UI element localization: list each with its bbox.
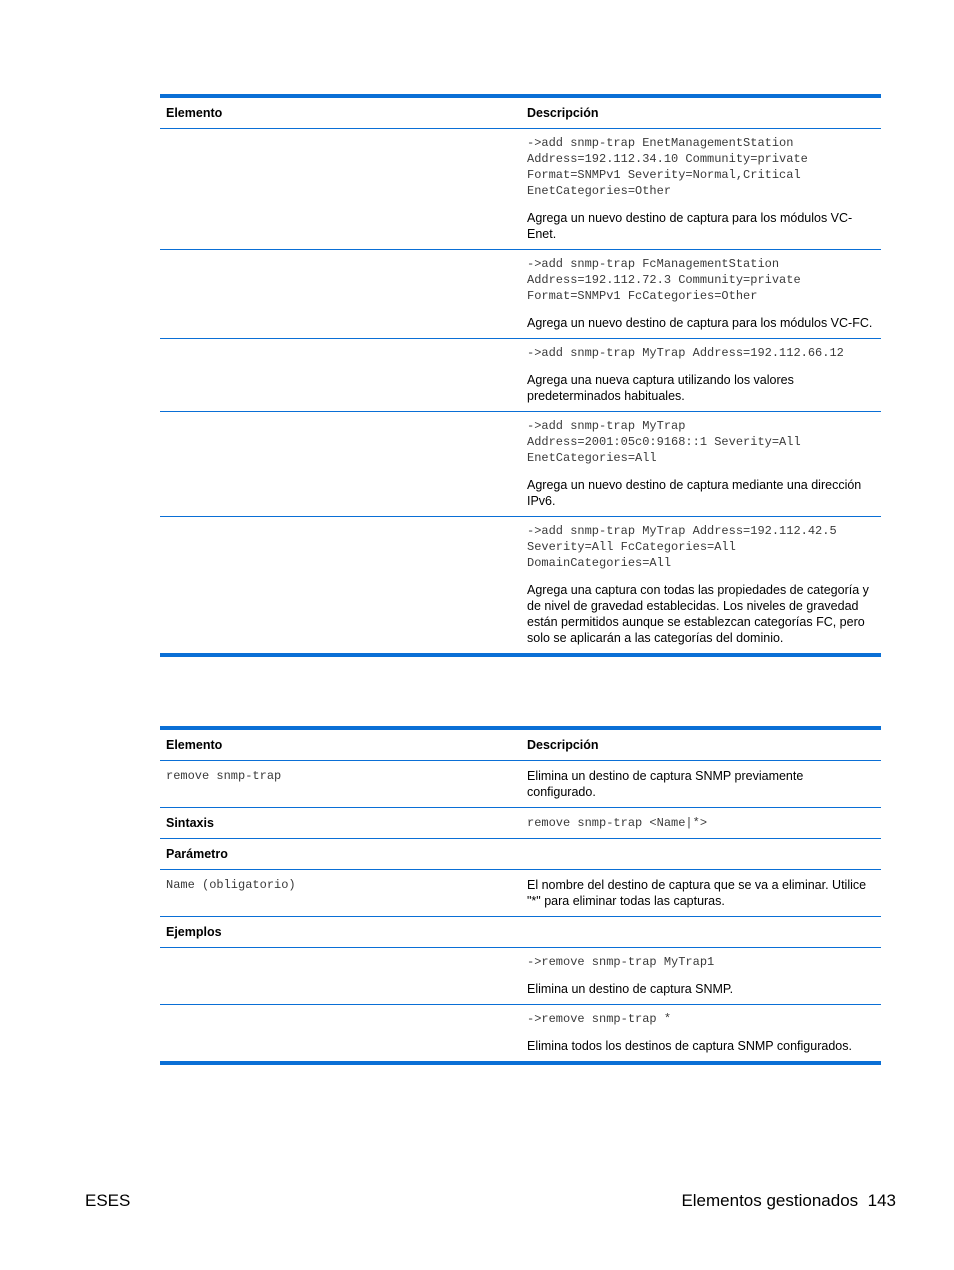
parameter-name: Name (obligatorio)	[166, 878, 296, 892]
example-description: Agrega un nuevo destino de captura mediante una dirección IPv6.	[527, 478, 862, 508]
examples-table-add-snmp-trap	[160, 94, 881, 657]
syntax-command: remove snmp-trap <Name|*>	[527, 816, 708, 830]
example-cell	[521, 948, 881, 1004]
parameter-cell	[160, 870, 521, 916]
item-command: remove snmp-trap	[166, 769, 282, 783]
page-number: 143	[867, 1191, 896, 1210]
footer-page-info	[681, 1190, 896, 1212]
header-descripcion: Descripción	[527, 738, 599, 752]
header-elemento: Elemento	[166, 738, 223, 752]
syntax-cell	[521, 808, 881, 838]
empty-cell	[521, 917, 881, 947]
parameter-description-text: El nombre del destino de captura que se va a eliminar. Utilice "*" para eliminar todas las capturas.	[527, 878, 867, 908]
example-command: ->add snmp-trap MyTrap Address=192.112.66.12	[527, 346, 844, 360]
parameter-label-text: Parámetro	[166, 847, 228, 861]
example-description: Agrega un nuevo destino de captura para los módulos VC-FC.	[527, 316, 873, 330]
command-table-remove-snmp-trap	[160, 726, 881, 1065]
example-command: ->remove snmp-trap MyTrap1	[527, 955, 715, 969]
table-row	[160, 129, 881, 249]
example-command: ->add snmp-trap FcManagementStation Address=192.112.72.3 Community=private Format=SNMPv1 FcCategories=Other	[527, 257, 801, 303]
empty-cell	[160, 1005, 521, 1061]
empty-cell	[160, 250, 521, 338]
example-cell	[521, 412, 881, 516]
examples-label-text: Ejemplos	[166, 925, 222, 939]
empty-cell	[160, 517, 521, 653]
empty-cell	[160, 948, 521, 1004]
table-row	[160, 249, 881, 338]
table-header	[160, 730, 881, 761]
example-description: Agrega un nuevo destino de captura para los módulos VC-Enet.	[527, 211, 853, 241]
example-cell	[521, 129, 881, 249]
example-command: ->add snmp-trap MyTrap Address=2001:05c0:9168::1 Severity=All EnetCategories=All	[527, 419, 801, 465]
table-header	[160, 98, 881, 129]
example-command: ->add snmp-trap MyTrap Address=192.112.42.5 Severity=All FcCategories=All DomainCategories=All	[527, 524, 837, 570]
footer-locale-code: ESES	[85, 1191, 131, 1210]
example-command: ->add snmp-trap EnetManagementStation Address=192.112.34.10 Community=private Format=SNMPv1 Severity=Normal,Critical EnetCategories=Other	[527, 136, 808, 198]
item-cell	[160, 761, 521, 807]
example-description: Agrega una captura con todas las propiedades de categoría y de nivel de gravedad establecidas. Los niveles de gravedad están permitidos aunque se establezcan categorías FC, pero solo se aplicarán a las categorías del dominio.	[527, 583, 869, 645]
empty-cell	[160, 412, 521, 516]
example-command: ->remove snmp-trap *	[527, 1012, 672, 1026]
table-row	[160, 1004, 881, 1061]
table-row	[160, 516, 881, 653]
parameter-description	[521, 870, 881, 916]
empty-cell	[160, 129, 521, 249]
empty-cell	[521, 839, 881, 869]
table-row	[160, 947, 881, 1004]
table-row	[160, 411, 881, 516]
table-row	[160, 338, 881, 411]
item-description	[521, 761, 881, 807]
example-description: Elimina un destino de captura SNMP.	[527, 982, 734, 996]
example-description: Elimina todos los destinos de captura SNMP configurados.	[527, 1039, 852, 1053]
parameter-label	[160, 839, 521, 869]
syntax-label	[160, 808, 521, 838]
example-cell	[521, 339, 881, 411]
example-cell	[521, 1005, 881, 1061]
header-descripcion: Descripción	[527, 106, 599, 120]
syntax-label-text: Sintaxis	[166, 816, 214, 830]
table-row-examples-heading	[160, 916, 881, 947]
table-row-syntax	[160, 807, 881, 838]
examples-label	[160, 917, 521, 947]
item-description-text: Elimina un destino de captura SNMP previamente configurado.	[527, 769, 804, 799]
empty-cell	[160, 339, 521, 411]
footer-section-title: Elementos gestionados	[681, 1191, 859, 1210]
example-cell	[521, 517, 881, 653]
example-description: Agrega una nueva captura utilizando los valores predeterminados habituales.	[527, 373, 794, 403]
header-elemento: Elemento	[166, 106, 223, 120]
table-row-parameter	[160, 869, 881, 916]
table-row-item	[160, 761, 881, 807]
table-row-parameter-heading	[160, 838, 881, 869]
example-cell	[521, 250, 881, 338]
